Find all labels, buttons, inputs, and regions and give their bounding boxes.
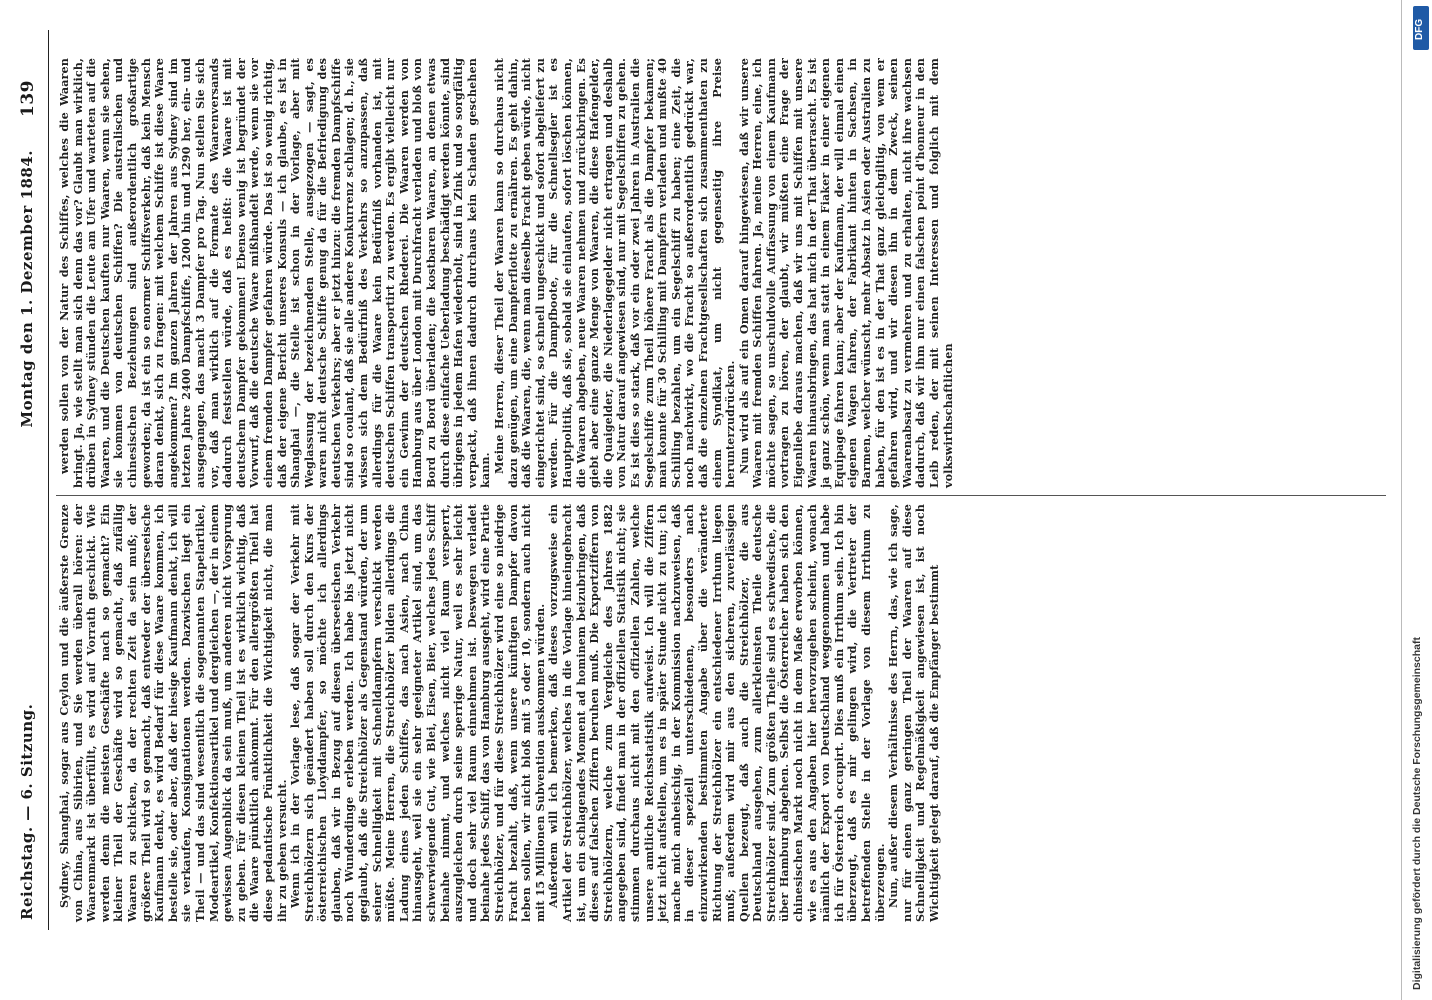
header-session-title: Reichstag. — 6. Sitzung. <box>18 703 36 920</box>
text-column-right <box>58 58 1358 488</box>
paragraph: Außerdem will ich bemerken, daß dieses vorzugsweise ein Artikel der Streichhölzer, welches in die Vorlage hineingebracht ist, um ein schlagendes Moment ad hominem beizubringen, daß dieses auf falschen Ziffern beruhen muß. Die Exportziffern von Streichhölzern, welche zum Vergleiche des Jahres 1882 angegeben sind, findet man in der offiziellen Statistik nicht; sie stimmen durchaus nicht mit den offiziellen Zahlen, welche unsere amtliche Reichsstatistik aufweist. Ich will die Ziffern jetzt nicht aufstellen, um es in später Stunde nicht zu tun; ich mache mich anheischig, in der Kommission nachzuweisen, daß in dieser speziell unterschiedenen, besonders nach einzuwirkenden bestimmten Angabe über die veränderte Richtung der Streichhölzer ein entschiedener Irrthum liegen muß; außerdem wird mir aus den sicheren, zuverlässigen Quellen bezeugt, daß auch die Streichhölzer, die aus Deutschland ausgehen, zum allerkleinsten Theile deutsche Streichhölzer sind. Zum größten Theile sind es schwedische, die über Hamburg abgehen. Selbst die Österreicher haben sich den chinesischen Markt noch nicht in dem Maße erworben können, wie es aus den Angaben hier hervorzugehen scheint, wonach nämlich der Export von Deutschland weggenommen und habe ich für Österreich occupirt. Dies muß ein Irrthum sein. Ich bin überzeugt, daß es mir gelingen wird, die Vertreter der betreffenden Stelle in der Vorlage von diesem Irrthum zu überzeugen. <box>546 504 887 922</box>
page-number: 139 <box>18 80 38 117</box>
credit-text: Digitalisierung gefördert durch die Deutsche Forschungsgemeinschaft <box>1411 637 1423 990</box>
paragraph: Wenn ich in der Vorlage lese, daß sogar der Verkehr mit Streichhölzern sich geändert haben soll durch den Kurs der österreichischen Lloyddampfer, so möchte ich allerdings glauben, daß wir in Bezug auf diesen überseeischen Verkehr noch Wunderdinge erleben werden. Ich habe bis jetzt nicht geglaubt, daß die Streichhölzer als Gegenstand würden, der um seiner Schnelligkeit mit Schnelldampfern verschickt werden müßte. Meine Herren, die Streichhölzer bilden allerdings die Ladung eines jeden Schiffes, das nach Asien, nach China hinausgeht, weil sie ein sehr geeigneter Artikel sind, um das schwerwiegende Gut, wie Blei, Eisen, Bier, welches jedes Schiff beinahe nimmt, und welches nicht viel Raum versperrt, auszugleichen durch seine sperrige Natur, weil es sehr leicht und doch sehr viel Raum einnehmen ist. Deswegen verladet beinahe jedes Schiff, das von Hamburg ausgeht, wird eine Partie Streichhölzer, und für diese Streichhölzer wird eine so niedrige Fracht bezahlt, daß, wenn unsere künftigen Dampfer davon leben sollen, wir nicht bloß mit 5 oder 10, sondern auch nicht mit 15 Millionen Subvention auskommen würden. <box>288 504 547 922</box>
text-column-left <box>58 504 1358 922</box>
paragraph: Nun wird als auf ein Omen darauf hingewiesen, daß wir unsere Waaren mit fremden Schiffen fahren. Ja, meine Herren, eine, ich möchte sagen, so unschuldvolle Auffassung von einem Kaufmann vortragen zu hören, der glaubt, wir müßten eine Frage der Eigenliebe daraus machen, daß wir uns mit Schiffen mit unsere Waaren hinausbringen, das hat mich in der That überrascht. Es ist ja ganz schön, wenn man statt in einem Fiaker in einer eigenen Equipage fahren kann; aber der Kaufmann, der will einmal einen eigenen Wagen fahren, der Fabrikant hinten in Sachsen, in Barmen, welcher wünscht, mehr Absatz in Asien oder Australien zu haben, für den ist es in der That ganz gleichgiltig, von wem er gefahren wird, und wir diesen ihn in dem Zweck, seinen Waarenabsatz zu vermehren und zu erhalten, nicht ihre wachsen dadurch, daß wir ihm nur einen falschen point d'honneur in den Leib reden, der mit seinen Interessen und folglich mit dem volkswirthschaftlichen <box>736 58 955 488</box>
page-header <box>18 40 42 920</box>
dfg-logo <box>1413 6 1429 50</box>
paragraph: werden sollen von der Natur des Schiffes, welches die Waaren bringt. Ja, wie stellt man sich denn das vor? Glaubt man wirklich, drüben in Sydney stünden die Leute am Ufer und warteten auf die Waaren, und die Deutschen kauften nur Waaren, wenn sie sehen, sie kommen von deutschen Schiffen? Die australischen und chinesischen Beziehungen sind außerordentlich großartige geworden; da ist ein so enormer Schiffsverkehr, daß kein Mensch daran denkt, sich zu fragen: mit welchem Schiffe ist diese Waare angekommen? Im ganzen Jahren der Jahren aus Sydney sind im letzten Jahre 2400 Dampfschiffe, 1200 hin und 1290 her, ein- und ausgegangen, das macht 3 Dampfer pro Tag. Nun stellen Sie sich vor, daß man wirklich auf die Formate des Waarenversands dadurch feststellen würde, daß es heißt: die Waare ist mit deutschem Dampfer gekommen! Ebenso wenig ist begründet der Vorwurf, daß die deutsche Waare mißhandelt werde, wenn sie vor einem fremden Dampfer gefahren würde. Das ist so wenig richtig, daß der eigene Bericht unseres Konsuls — ich glaube, es ist in Shanghai —, die Stelle ist schon in der Vorlage, aber mit Weglassung der bezeichnenden Stelle, ausgezogen — sagt, es waren nicht deutsche Schiffe genug da für die Befriedigung des deutschen Verkehrs; aber er jetzt hinzu: die fremden Dampfschiffe sind so coulant, daß sie alle andere Konkurrenz schlagen; d. h., sie wissen sich dem Bedürfniß des Verkehrs so anzupassen, daß allerdings für die Waare kein Bedürfniß vorhanden ist, mit deutschen Schiffen transportirt zu werden. Es ergibt vielleicht nur ein Gewinn der deutschen Rhederei. Die Waaren werden von Hamburg aus über London mit Durchfracht verladen und bloß von Bord zu Bord überladen; die kostbaren Waaren, an denen etwas durch diese einfache Ueberladung beschädigt werden könnte, sind übrigens in jedem Hafen wiederholt, sind in Zink und so sorgfältig verpackt, daß ihnen dadurch durchaus kein Schaden geschehen kann. <box>57 58 493 488</box>
paragraph: Meine Herren, dieser Theil der Waaren kann so durchaus nicht dazu genügen, um eine Dampferflotte zu ernähren. Es geht dahin, daß die Waaren, die, wenn man dieselbe Fracht geben würde, nicht eingerichtet sind, so schnell ungeschickt und sofort abgeliefert zu werden. Für die Dampfboote, für die Schnellsegler ist es Hauptpolitik, daß sie, sobald sie einlaufen, sofort löschen können, die Waaren abgeben, neue Waaren nehmen und zurückbringen. Es giebt aber eine ganze Menge von Waaren, die diese Hafengelder, die Quaigelder, die Niederlagegelder nicht ertragen und deshalb von Natur darauf angewiesen sind, nur mit Segelschiffen zu gehen. Es ist dies so stark, daß vor ein oder zwei Jahren in Australien die Segelschiffe zum Theil höhere Fracht als die Dampfer bekamen; man konnte für 30 Schilling mit Dampfern verladen und mußte 40 Schilling bezahlen, um ein Segelschiff zu haben; eine Zeit, die noch nachwirkt, wo die Fracht so außerordentlich gedrückt war, daß die einzelnen Frachtgesellschaften sich zusammenthaten zu einem Syndikat, um nicht gegenseitig ihre Preise herunterzudrücken. <box>492 58 738 488</box>
dfg-logo-text: DFG <box>1414 18 1425 40</box>
paragraph: Nun, außer diesem Verhältnisse des Herrn, das, wie ich sage, nur für einen ganz geringen Theil der Waaren auf diese Schnelligkeit und Regelmäßigkeit angewiesen ist, ist noch Wichtigkeit gelegt darauf, daß die Empfänger bestimmt <box>886 504 941 922</box>
digitization-credit <box>1404 10 1430 990</box>
header-rule <box>48 30 49 930</box>
credit-separator <box>1401 0 1402 1000</box>
paragraph: Sydney, Shanghai, sogar aus Ceylon und die äußerste Grenze von China, aus Sibirien, und Sie werden überall hören: der Waarenmarkt ist überfüllt, es wird auf Vorrath geschickt. Wie werden denn die meisten Geschäfte nach so gemacht? Ein kleiner Theil der Geschäfte wird so gemacht, daß zufällig Waaren zu schicken, da der rechten Zeit da sein muß; der größere Theil wird so gemacht, daß entweder der überseeische Kaufmann denkt, es wird Bedarf für diese Waare kommen, ich bestelle sie, oder aber, daß der hiesige Kaufmann denkt, ich will sie verkaufen, Konsignationen werden. Dazwischen liegt ein Theil — und das sind wesentlich die sogenannten Stapelartikel, Modeartikel, Konfektionsartikel und dergleichen —, der in einem gewissen Augenblick da sein muß, um anderen nicht Vorsprung zu geben. Für diesen kleinen Theil ist es wirklich wichtig, daß die Waare pünktlich ankommt. Für den allergrößten Theil hat diese pedantische Pünktlichkeit die Wichtigkeit nicht, die man ihr zu geben versucht. <box>57 504 289 922</box>
column-divider <box>56 495 1386 496</box>
header-date: Montag den 1. Dezember 1884. <box>18 150 36 428</box>
